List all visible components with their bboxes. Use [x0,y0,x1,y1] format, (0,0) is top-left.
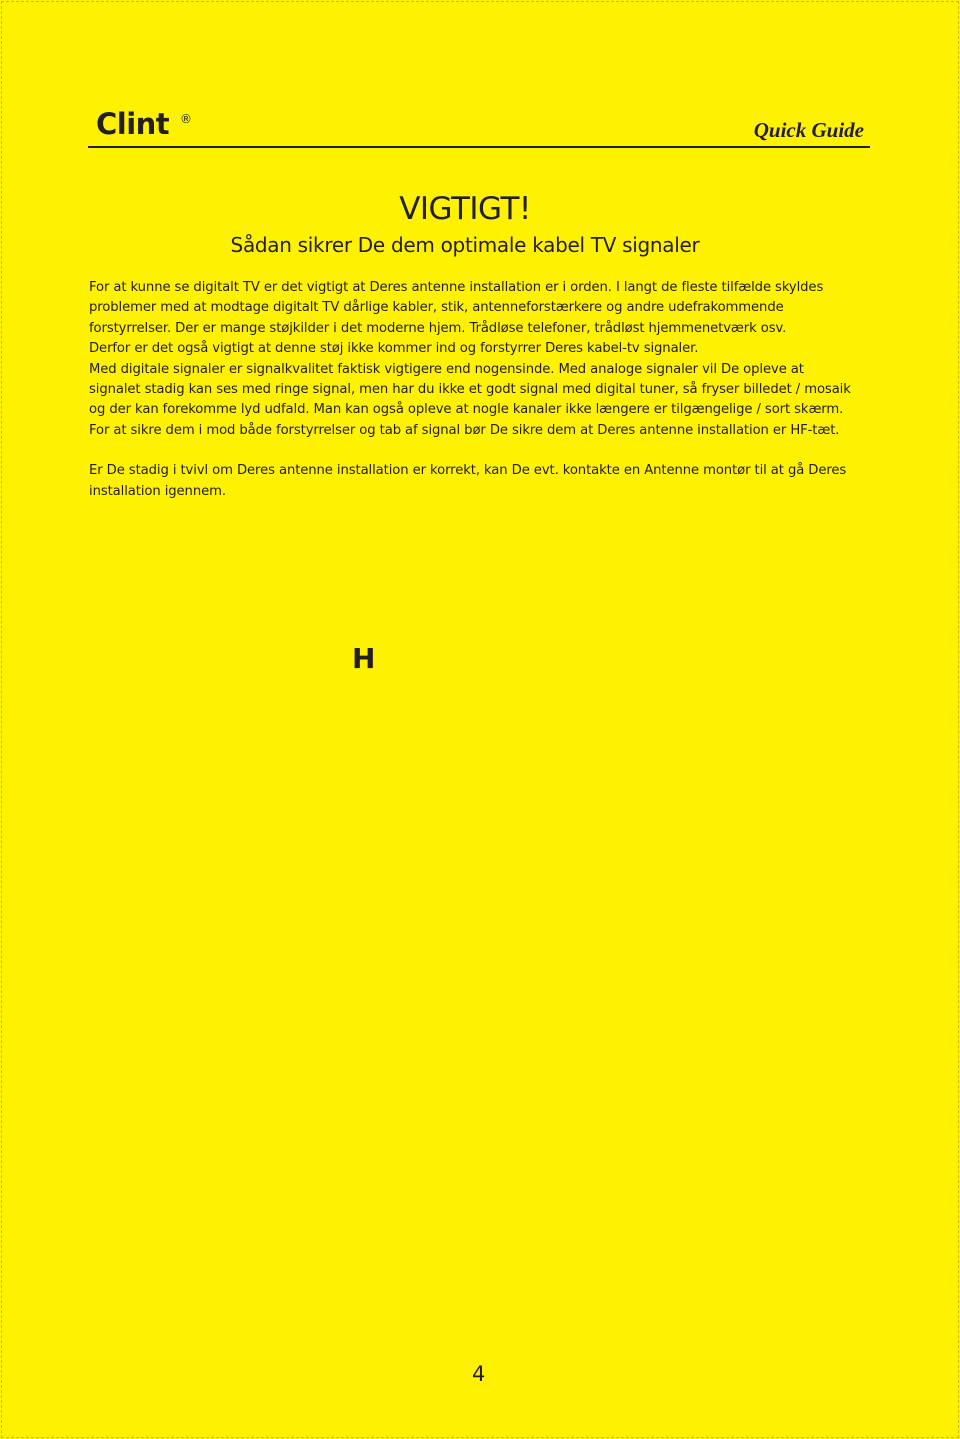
stray-letter: H [352,642,376,675]
body-text [89,278,909,502]
body-line: For at kunne se digitalt TV er det vigtigt at Deres antenne installation er i orden. I langt de fleste tilfælde skyldes [89,280,824,295]
page-title: VIGTIGT! [399,191,531,227]
page-subtitle: Sådan sikrer De dem optimale kabel TV signaler [230,233,700,257]
body-line: Med digitale signaler er signalkvalitet faktisk vigtigere end nogensinde. Med analoge signaler vil De opleve at [89,361,804,377]
closing-line: installation igennem. [89,483,226,499]
quick-guide-label: Quick Guide [753,118,864,142]
page-number: 4 [472,1362,486,1386]
clint-logo: Clint [96,107,170,141]
registered-mark: ® [180,112,192,126]
body-line: og der kan forekomme lyd udfald. Man kan også opleve at nogle kanaler ikke længere er tilgængelige / sort skærm. [89,402,844,418]
closing-line: Er De stadig i tvivl om Deres antenne installation er korrekt, kan De evt. kontakte en Antenne montør til at gå Deres [89,463,847,479]
body-line: signalet stadig kan ses med ringe signal, men har du ikke et godt signal med digital tuner, så fryser billedet / mosaik [89,382,851,398]
body-line: For at sikre dem i mod både forstyrrelser og tab af signal bør De sikre dem at Deres antenne installation er HF-tæt. [89,422,840,438]
header [88,100,870,148]
body-line: problemer med at modtage digitalt TV dårlige kabler, stik, antenneforstærkere og andre udefrakommende [89,300,784,316]
body-line: Derfor er det også vigtigt at denne støj ikke kommer ind og forstyrrer Deres kabel-tv signaler. [89,341,699,357]
body-line: forstyrrelser. Der er mange støjkilder i det moderne hjem. Trådløse telefoner, trådløst hjemmenetværk osv. [89,320,787,336]
